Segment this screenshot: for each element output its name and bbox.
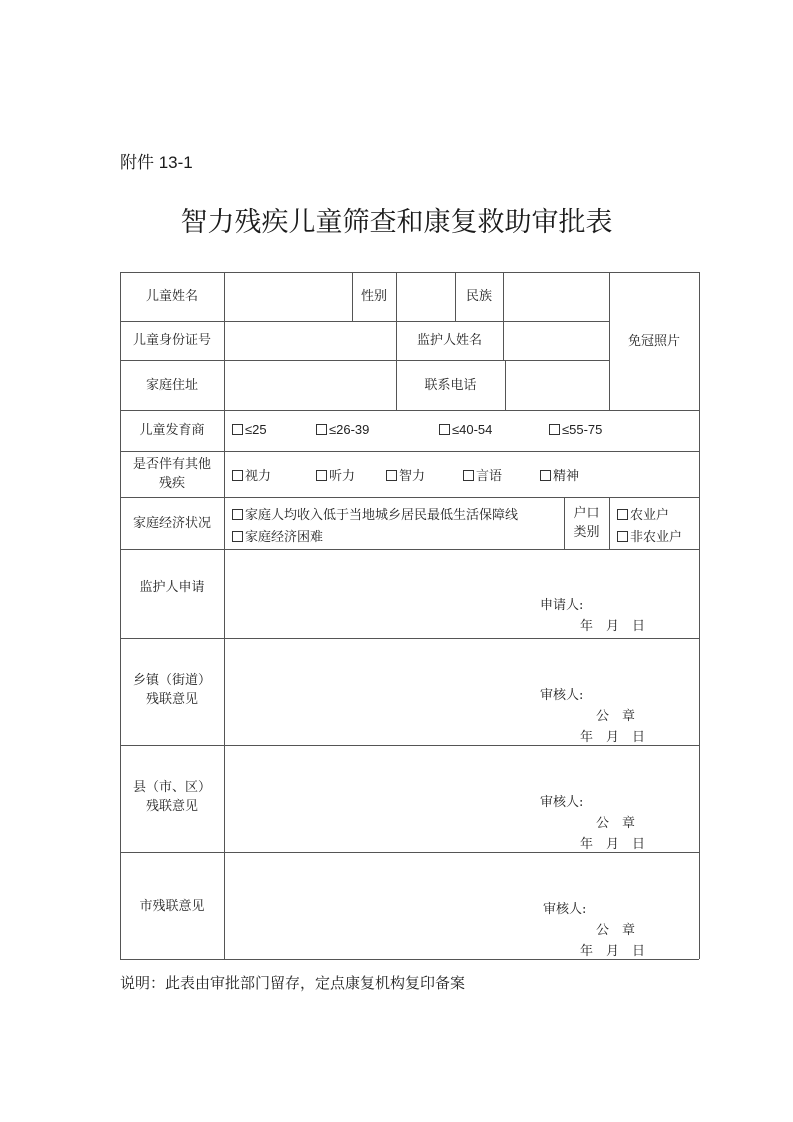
county-seal-label: 公 章 [596,816,636,831]
city-date-label: 年 月 日 [580,944,646,959]
guardian-apply-label: 监护人申请 [139,580,205,595]
town-reviewer-label: 审核人: [540,688,584,703]
checkbox[interactable] [316,470,327,481]
checkbox[interactable] [232,424,243,435]
gender-label: 性别 [360,289,387,304]
table-border-bottom [120,959,699,960]
phone-field[interactable] [506,361,609,410]
dq-option-55-75[interactable]: ≤55-75 [549,422,602,438]
checkbox[interactable] [232,509,243,520]
city-opinion-label: 市残联意见 [139,898,205,914]
disability-option-intellectual[interactable]: 智力 [386,465,425,484]
city-reviewer-label: 审核人: [543,902,587,917]
ethnicity-label: 民族 [465,289,492,304]
economy-option-low-income[interactable]: 家庭人均收入低于当地城乡居民最低生活保障线 [232,504,518,523]
dq-label: 儿童发育商 [139,423,205,438]
checkbox[interactable] [617,509,628,520]
other-disability-label: 是否伴有其他 残疾 [132,457,211,491]
hukou-label: 户口 类别 [573,506,600,540]
disability-option-mental[interactable]: 精神 [540,465,579,484]
hukou-option-agricultural[interactable]: 农业户 [617,504,669,523]
footer-note: 说明：此表由审批部门留存，定点康复机构复印备案 [120,974,466,992]
guardian-name-field[interactable] [504,322,609,360]
checkbox[interactable] [232,531,243,542]
hukou-option-non-agricultural[interactable]: 非农业户 [617,526,682,545]
county-opinion-label: 县（市、区） 残联意见 [132,780,211,814]
checkbox[interactable] [386,470,397,481]
town-date-label: 年 月 日 [580,730,646,745]
county-date-label: 年 月 日 [580,837,646,852]
checkbox[interactable] [617,531,628,542]
checkbox[interactable] [549,424,560,435]
table-border-right [699,272,700,959]
economy-label: 家庭经济状况 [132,515,211,531]
checkbox[interactable] [540,470,551,481]
child-name-field[interactable] [225,273,352,321]
dq-option-26-39[interactable]: ≤26-39 [316,422,369,438]
gender-field[interactable] [397,273,455,321]
dq-option-40-54[interactable]: ≤40-54 [439,422,492,438]
disability-option-hearing[interactable]: 听力 [316,465,355,484]
applicant-signature-label: 申请人: [540,598,584,613]
disability-option-vision[interactable]: 视力 [232,465,271,484]
child-id-label: 儿童身份证号 [132,333,211,348]
checkbox[interactable] [316,424,327,435]
guardian-name-label: 监护人姓名 [416,333,482,348]
phone-label: 联系电话 [424,377,477,393]
child-name-label: 儿童姓名 [145,289,198,304]
disability-option-speech[interactable]: 言语 [463,465,502,484]
address-field[interactable] [225,361,396,410]
attachment-number: 附件 13-1 [120,153,193,172]
county-reviewer-label: 审核人: [540,795,584,810]
page-title: 智力残疾儿童筛查和康复救助审批表 [180,207,613,238]
checkbox[interactable] [232,470,243,481]
address-label: 家庭住址 [145,377,198,393]
town-opinion-label: 乡镇（街道） 残联意见 [132,673,211,707]
ethnicity-field[interactable] [504,273,609,321]
economy-option-hardship[interactable]: 家庭经济困难 [232,526,323,545]
town-seal-label: 公 章 [596,709,636,724]
photo-placeholder[interactable]: 免冠照片 [627,333,680,349]
checkbox[interactable] [439,424,450,435]
col-divider [609,497,610,549]
city-seal-label: 公 章 [596,923,636,938]
child-id-field[interactable] [225,322,396,360]
apply-date-label: 年 月 日 [580,619,646,634]
dq-option-25[interactable]: ≤25 [232,422,267,438]
checkbox[interactable] [463,470,474,481]
